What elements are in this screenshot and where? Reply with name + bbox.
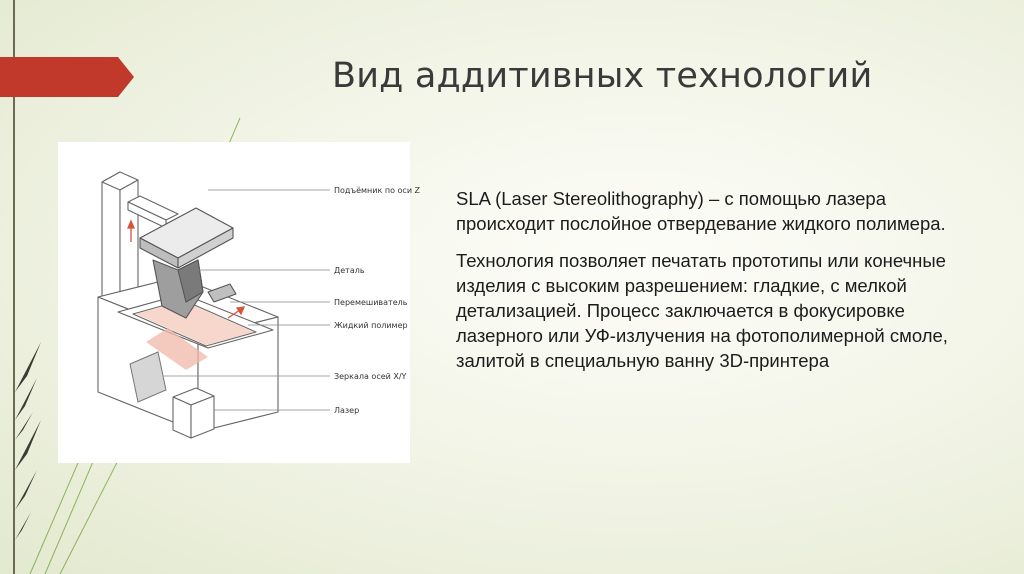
paragraph-sla-definition: SLA (Laser Stereolithography) – с помощью лазера происходит послойное отвердевание жидкого полимера.	[456, 188, 946, 234]
sla-printer-diagram	[58, 142, 421, 463]
paragraph-technology-description: Технология позволяет печатать прототипы или конечные изделия с высоким разрешением: гладкие, с мелкой детализацией. Процесс заключается в фокусировке лазерного или УФ-излучения на фотополимерной смоле, залитой в специальную ванну 3D-принтера	[456, 250, 948, 371]
label-part: Деталь	[334, 266, 365, 275]
slide-body-text	[456, 186, 976, 385]
label-mixer: Перемешиватель	[334, 298, 408, 307]
label-z-lift: Подъёмник по оси Z	[334, 186, 421, 195]
label-mirrors: Зеркала осей X/Y	[334, 372, 407, 381]
label-laser: Лазер	[334, 406, 360, 415]
label-resin: Жидкий полимер	[334, 321, 408, 330]
slide-title: Вид аддитивных технологий	[332, 56, 873, 96]
z-lift-column	[102, 172, 120, 307]
